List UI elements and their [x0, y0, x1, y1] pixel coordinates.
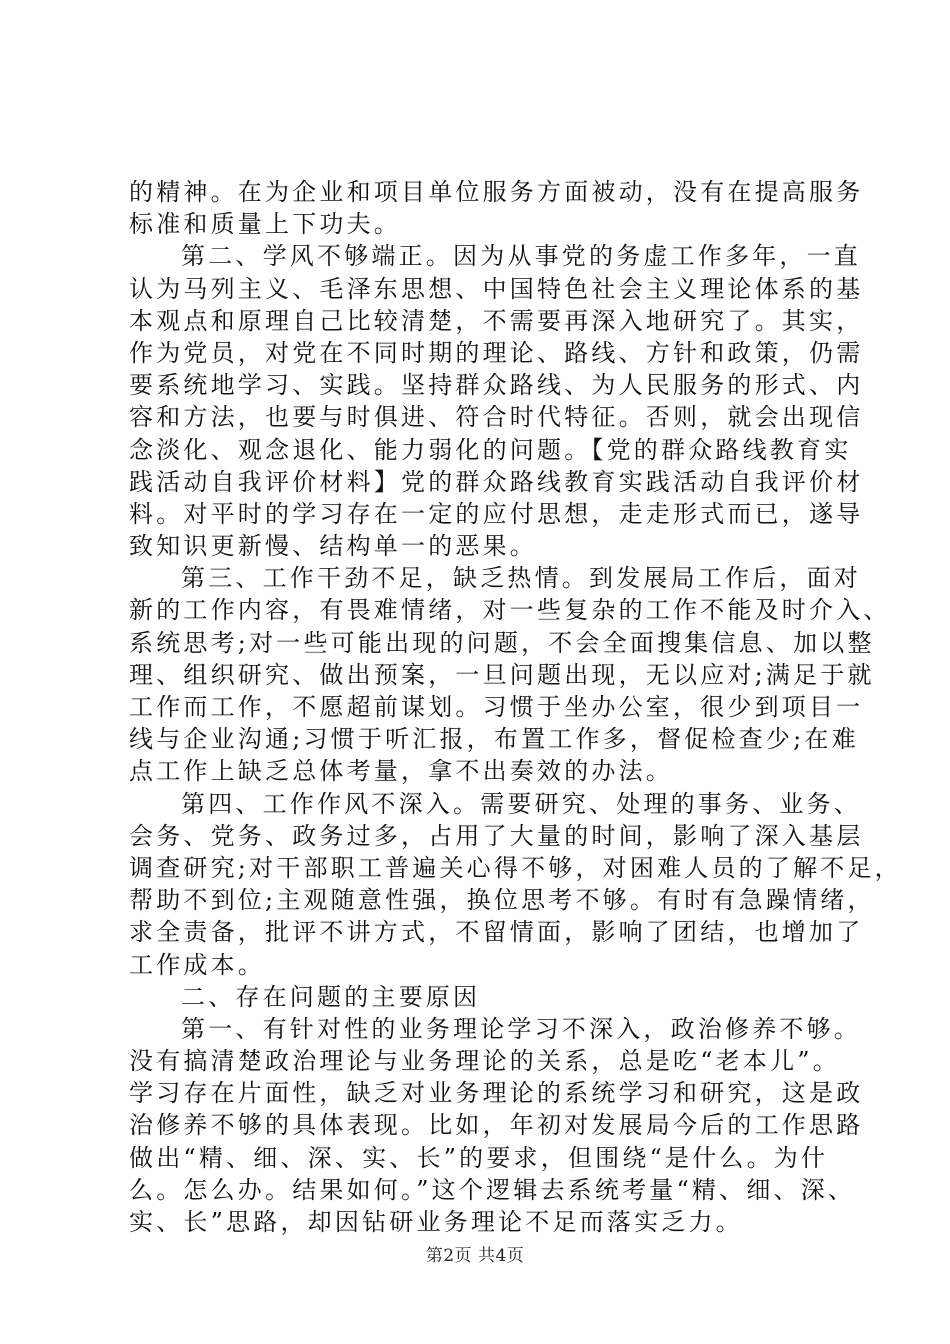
text-line: 求全责备，批评不讲方式，不留情面，影响了团结，也增加了 — [129, 918, 864, 947]
text-line: 二、存在问题的主要原因 — [181, 982, 481, 1011]
text-line: 会务、党务、政务过多，占用了大量的时间，影响了深入基层 — [129, 821, 864, 850]
text-line: 认为马列主义、毛泽东思想、中国特色社会主义理论体系的基 — [129, 274, 864, 303]
text-line: 践活动自我评价材料】党的群众路线教育实践活动自我评价材 — [129, 467, 864, 496]
text-line: 工作而工作，不愿超前谋划。习惯于坐办公室，很少到项目一 — [129, 693, 864, 721]
text-line: 做出“精、细、深、实、长”的要求，但围绕“是什么。为什 — [129, 1143, 829, 1172]
text-line: 新的工作内容，有畏难情绪，对一些复杂的工作不能及时介入、 — [129, 596, 891, 625]
text-line: 致知识更新慢、结构单一的恶果。 — [129, 532, 537, 561]
text-line: 帮助不到位;主观随意性强，换位思考不够。有时有急躁情绪， — [129, 886, 875, 915]
text-line: 实、长”思路，却因钻研业务理论不足而落实乏力。 — [129, 1208, 743, 1236]
text-line: 学习存在片面性，缺乏对业务理论的系统学习和研究，这是政 — [129, 1079, 864, 1108]
text-line: 线与企业沟通;习惯于听汇报，布置工作多，督促检查少;在难 — [129, 725, 859, 754]
text-line: 工作成本。 — [129, 950, 265, 979]
text-line: 理、组织研究、做出预案，一旦问题出现，无以应对;满足于就 — [129, 660, 875, 689]
text-line: 第二、学风不够端正。因为从事党的务虚工作多年，一直 — [181, 242, 861, 271]
text-line: 治修养不够的具体表现。比如，年初对发展局今后的工作思路 — [129, 1111, 864, 1140]
text-line: 系统思考;对一些可能出现的问题，不会全面搜集信息、加以整 — [129, 628, 875, 657]
text-line: 要系统地学习、实践。坚持群众路线、为人民服务的形式、内 — [129, 371, 864, 400]
text-line: 容和方法，也要与时俱进、符合时代特征。否则，就会出现信 — [129, 403, 864, 432]
text-line: 作为党员，对党在不同时期的理论、路线、方针和政策，仍需 — [129, 338, 864, 367]
document-body — [129, 176, 902, 1238]
text-line: 念淡化、观念退化、能力弱化的问题。【党的群众路线教育实 — [129, 435, 852, 464]
text-line: 本观点和原理自己比较清楚，不需要再深入地研究了。其实， — [129, 306, 864, 335]
text-line: 没有搞清楚政治理论与业务理论的关系，总是吃“老本儿”。 — [129, 1047, 840, 1076]
text-line: 的精神。在为企业和项目单位服务方面被动，没有在提高服务 — [129, 178, 864, 206]
text-line: 点工作上缺乏总体考量，拿不出奏效的办法。 — [129, 757, 673, 786]
text-line: 第一、有针对性的业务理论学习不深入，政治修养不够。 — [181, 1014, 861, 1043]
page-footer: 第2页 共4页 — [425, 1246, 525, 1266]
text-line: 么。怎么办。结果如何。”这个逻辑去系统考量“精、细、深、 — [129, 1175, 856, 1204]
text-line: 第三、工作干劲不足，缺乏热情。到发展局工作后，面对 — [181, 564, 861, 593]
text-line: 料。对平时的学习存在一定的应付思想，走走形式而已，遂导 — [129, 499, 864, 528]
text-line: 第四、工作作风不深入。需要研究、处理的事务、业务、 — [181, 789, 861, 818]
text-line: 调查研究;对干部职工普遍关心得不够，对困难人员的了解不足， — [129, 853, 902, 882]
text-line: 标准和质量上下功夫。 — [129, 210, 401, 239]
